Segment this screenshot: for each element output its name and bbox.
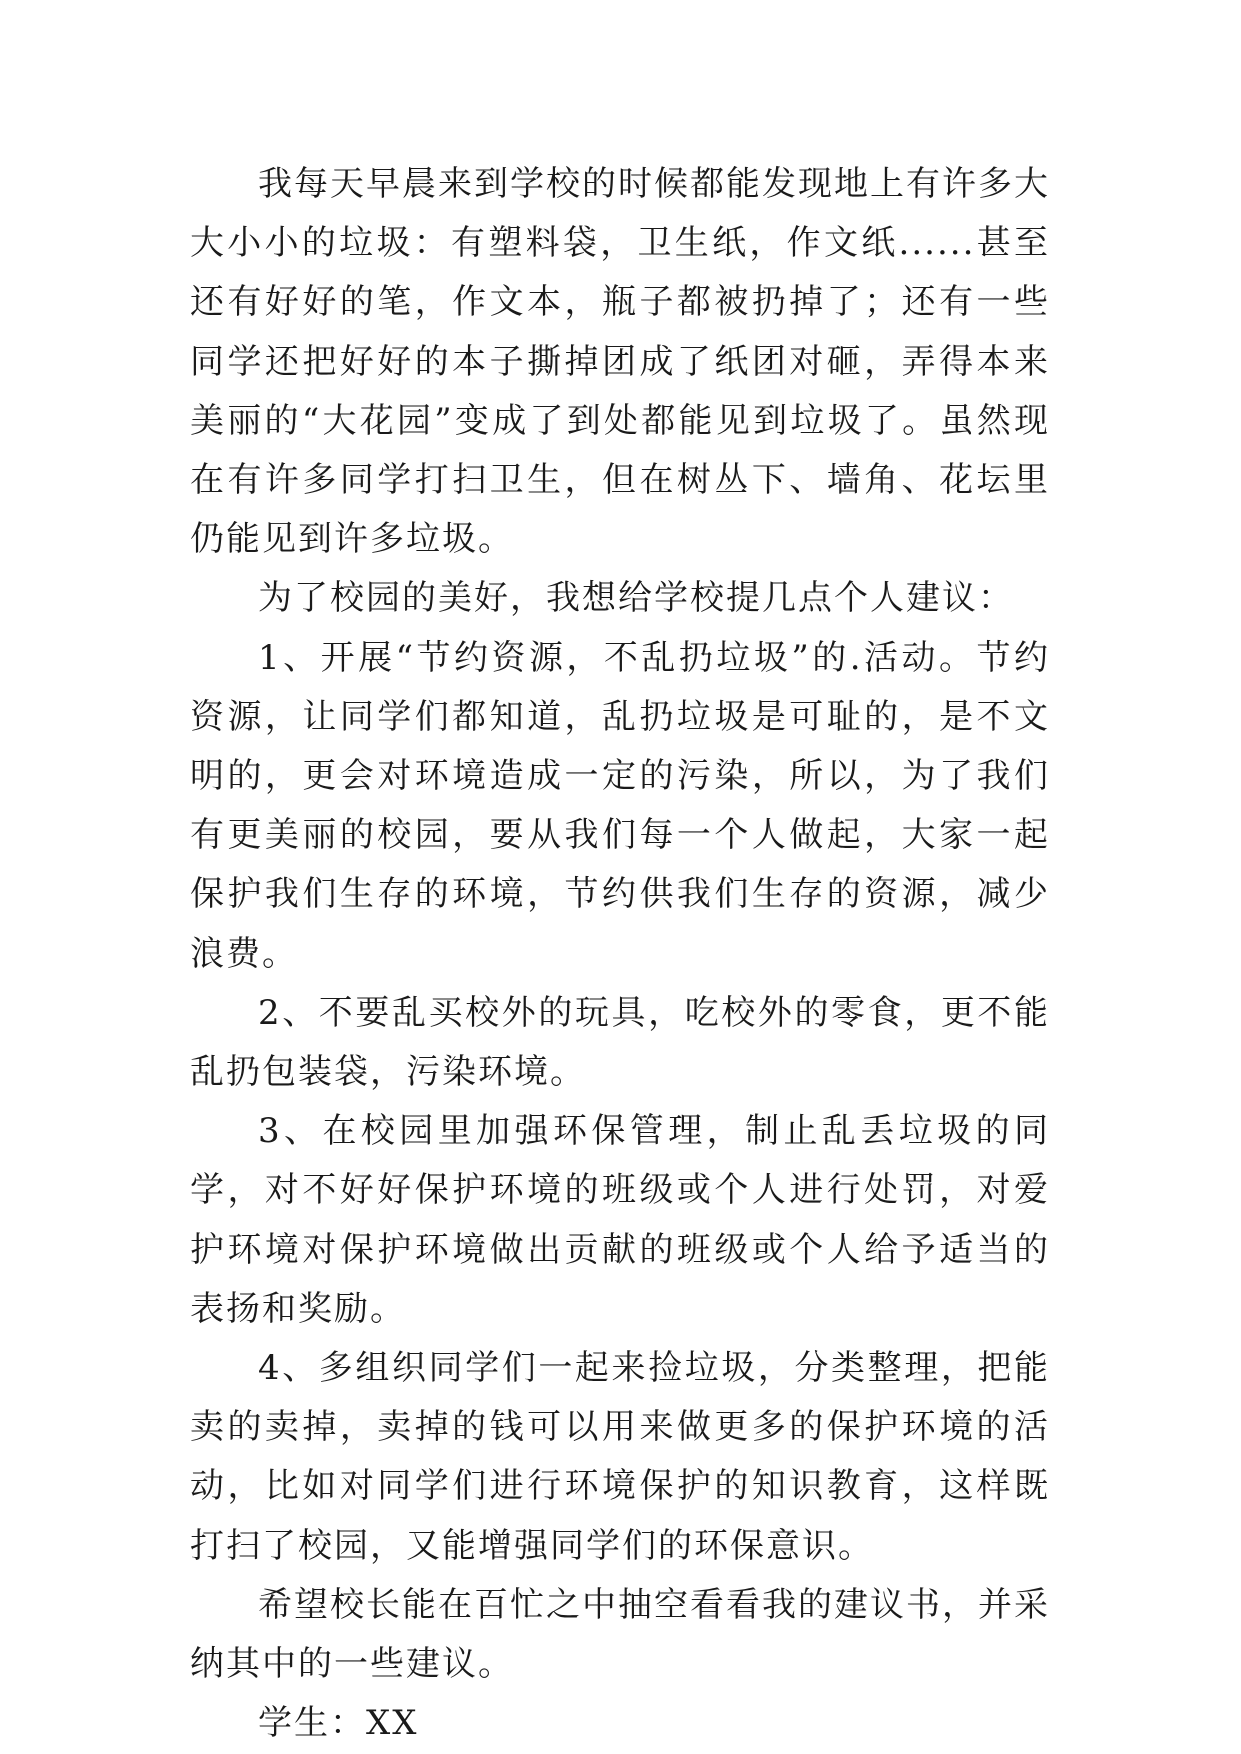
paragraph-suggestion-2: 2、不要乱买校外的玩具，吃校外的零食，更不能乱扔包装袋，污染环境。 xyxy=(190,992,1050,1093)
paragraph-intro: 我每天早晨来到学校的时候都能发现地上有许多大大小小的垃圾：有塑料袋，卫生纸，作文纸......甚至还有好好的笔，作文本，瓶子都被扔掉了；还有一些同学还把好好的本子撕掉团成了纸团对砸，弄得本来美丽的“大花园”变成了到处都能见到垃圾了。虽然现在有许多同学打扫卫生，但在树丛下、墙角、花坛里仍能见到许多垃圾。 xyxy=(190,164,1050,560)
document-body xyxy=(190,155,1050,1753)
signature: 学生：XX xyxy=(258,1703,419,1744)
paragraph-suggestion-1: 1、开展“节约资源，不乱扔垃圾”的.活动。节约资源，让同学们都知道，乱扔垃圾是可耻的，是不文明的，更会对环境造成一定的污染，所以，为了我们有更美丽的校园，要从我们每一个人做起，大家一起保护我们生存的环境，节约供我们生存的资源，减少浪费。 xyxy=(190,637,1050,974)
paragraph-suggestion-3: 3、在校园里加强环保管理，制止乱丢垃圾的同学，对不好好保护环境的班级或个人进行处罚，对爱护环境对保护环境做出贡献的班级或个人给予适当的表扬和奖励。 xyxy=(190,1111,1050,1329)
paragraph-suggestion-lead: 为了校园的美好，我想给学校提几点个人建议： xyxy=(258,578,1014,619)
paragraph-suggestion-4: 4、多组织同学们一起来捡垃圾，分类整理，把能卖的卖掉，卖掉的钱可以用来做更多的保护环境的活动，比如对同学们进行环境保护的知识教育，这样既打扫了校园，又能增强同学们的环保意识。 xyxy=(190,1348,1050,1566)
paragraph-closing: 希望校长能在百忙之中抽空看看我的建议书，并采纳其中的一些建议。 xyxy=(190,1584,1050,1685)
